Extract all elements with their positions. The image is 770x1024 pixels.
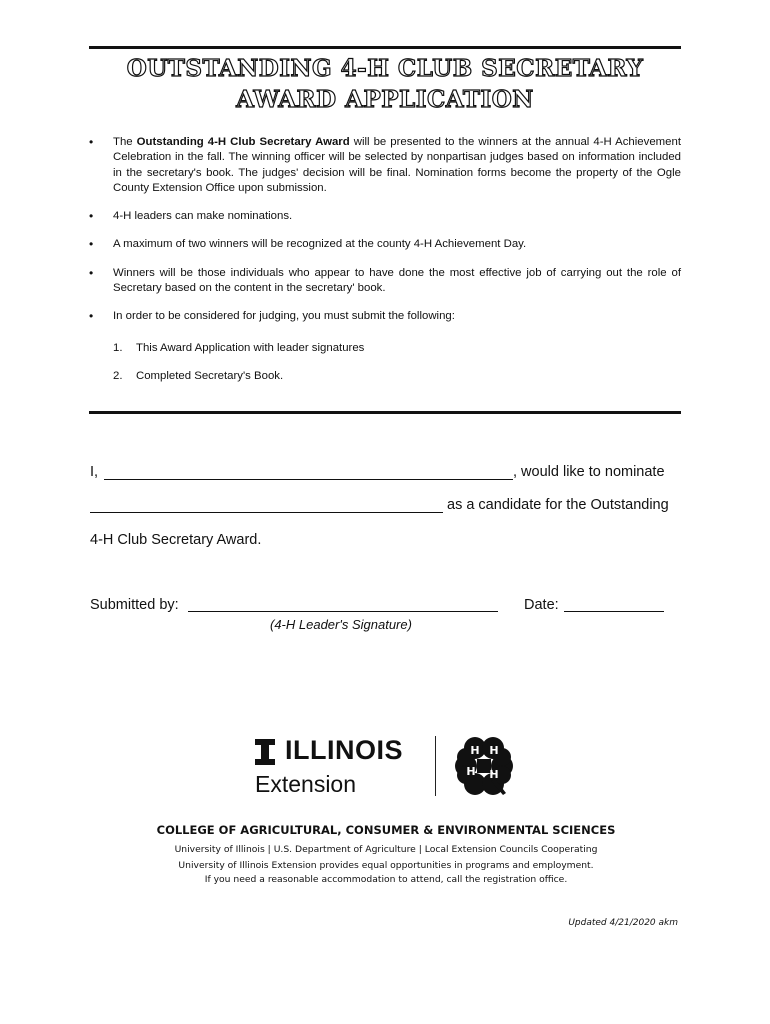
nominate-text: , would like to nominate [513, 464, 665, 480]
logo-wordmark: ILLINOIS [285, 735, 403, 765]
logo-divider [435, 736, 436, 796]
footer-cooperation: University of Illinois | U.S. Department of Agriculture | Local Extension Councils Cooperating [174, 844, 598, 855]
updated-date: Updated 4/21/2020 akm [568, 918, 678, 928]
college-name: COLLEGE OF AGRICULTURAL, CONSUMER & ENVIRONMENTAL SCIENCES [156, 823, 616, 837]
bullet-winners: • Winners will be those individuals who appear to have done the most effective job of carrying out the role of Secretary based on the content in the secretary' book. [89, 266, 681, 297]
bullet-leaders: • 4-H leaders can make nominations. [89, 209, 681, 224]
clover-leaf-letter: H [489, 744, 499, 757]
logo-subtitle: Extension [255, 771, 357, 797]
nominator-name-field[interactable] [104, 479, 513, 480]
candidate-text: as a candidate for the Outstanding [447, 497, 669, 513]
illinois-extension-logo [255, 733, 520, 803]
intro-prefix: The [113, 136, 137, 148]
bullet-maximum: • A maximum of two winners will be recognized at the county 4-H Achievement Day. [89, 237, 681, 252]
clover-leaf-letter: H [466, 765, 476, 778]
bullet-intro [89, 135, 681, 196]
requirement-number: 2. [113, 370, 123, 382]
award-line: 4-H Club Secretary Award. [90, 532, 262, 548]
information-list [89, 135, 681, 338]
section-rule [89, 411, 681, 414]
date-field[interactable] [564, 611, 664, 612]
requirement-text: This Award Application with leader signatures [136, 342, 365, 354]
signature-caption: (4-H Leader's Signature) [270, 617, 412, 632]
leader-signature-field[interactable] [188, 611, 498, 612]
clover-leaf-letter: H [489, 768, 499, 781]
intro-suffix: will be presented to the winners at the annual 4-H Achievement Celebration in the fall. The winning officer will be selected by nonpartisan judges based on information included in the secretary's book. The judges' decision will be final. Nomination forms become the property of the Ogle County Extension Office upon submission. [113, 136, 681, 194]
date-label: Date: [524, 597, 559, 613]
page-title-line-1: OUTSTANDING 4-H CLUB SECRETARY [126, 55, 644, 82]
requirement-number: 1. [113, 342, 123, 354]
requirement-text: Completed Secretary's Book. [136, 370, 284, 382]
requirement-item [113, 341, 364, 356]
footer-accommodation: If you need a reasonable accommodation to attend, call the registration office. [204, 874, 568, 885]
footer-equal-opportunity: University of Illinois Extension provides equal opportunities in programs and employment. [178, 860, 594, 871]
bullet-requirements: • In order to be considered for judging, you must submit the following: [89, 309, 681, 324]
illinois-block-i-icon [255, 739, 275, 765]
submitted-by-label: Submitted by: [90, 597, 179, 613]
page-title-line-2: AWARD APPLICATION [236, 86, 534, 113]
candidate-name-field[interactable] [90, 512, 443, 513]
top-rule [89, 46, 681, 49]
award-name: Outstanding 4-H Club Secretary Award [136, 136, 350, 148]
four-h-clover-icon [451, 733, 517, 799]
nominator-prefix: I, [90, 464, 99, 480]
requirement-item [113, 369, 283, 384]
clover-leaf-letter: H [470, 744, 480, 757]
